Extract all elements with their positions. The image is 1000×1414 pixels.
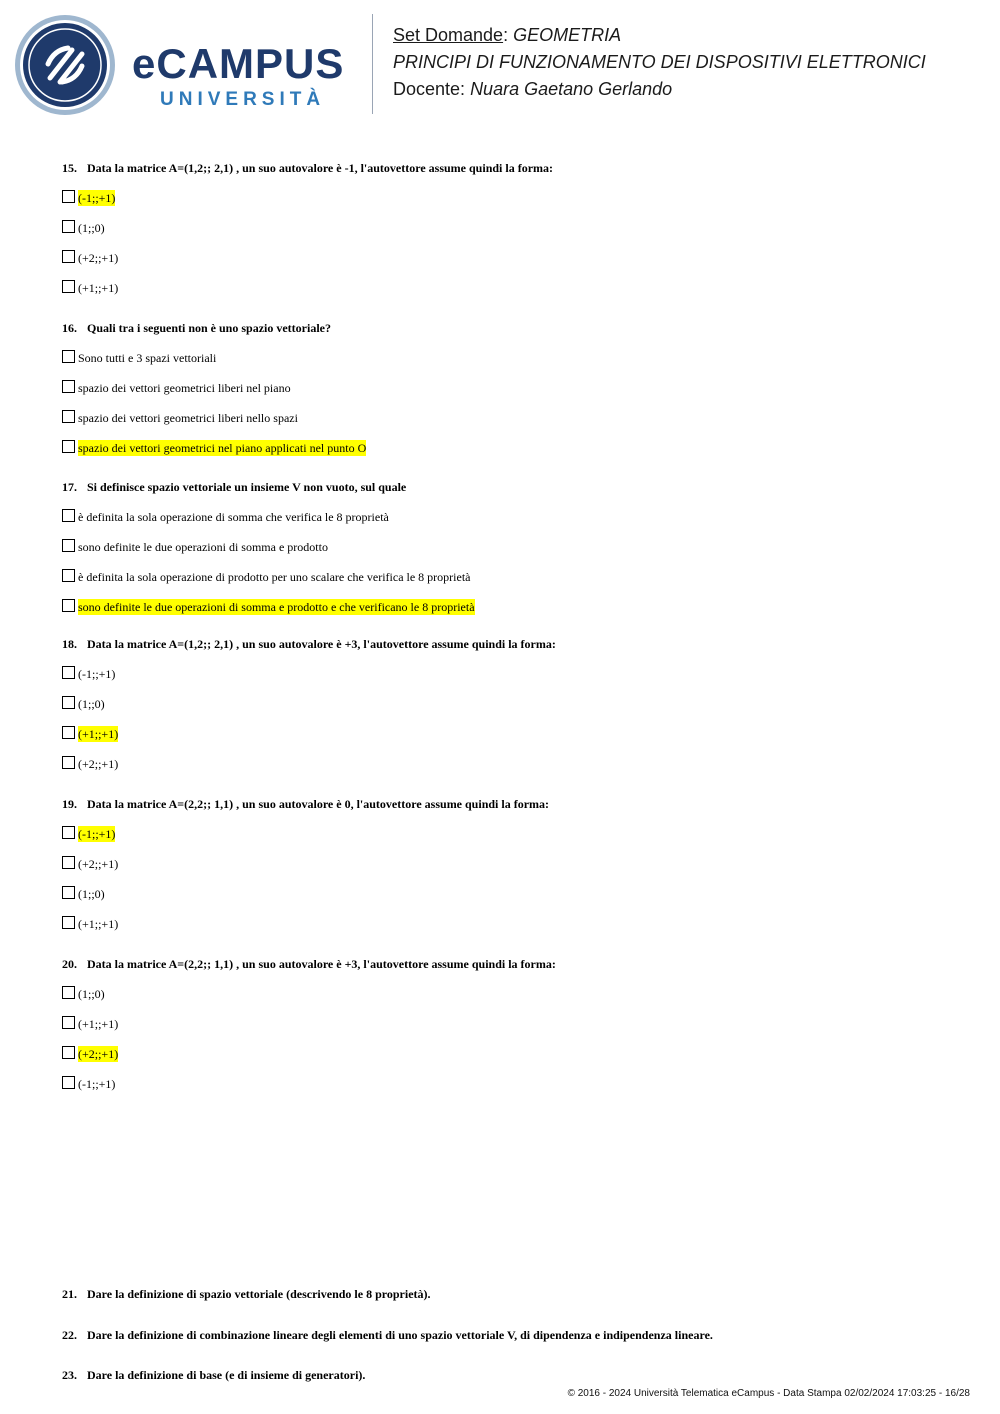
- checkbox[interactable]: [62, 350, 75, 363]
- question-heading: [62, 797, 549, 812]
- answer-text: Sono tutti e 3 spazi vettoriali: [78, 351, 217, 365]
- checkbox[interactable]: [62, 1016, 75, 1029]
- question-text: Quali tra i seguenti non è uno spazio vettoriale?: [87, 321, 331, 335]
- answer-text-highlighted: (+2;;+1): [78, 1047, 119, 1061]
- answer-text-highlighted: (-1;;+1): [78, 827, 116, 841]
- question-number: 15.: [62, 161, 77, 175]
- answer-option[interactable]: [62, 190, 115, 207]
- answer-text: (+2;;+1): [78, 857, 119, 871]
- checkbox[interactable]: [62, 1076, 75, 1089]
- checkbox[interactable]: [62, 509, 75, 522]
- question-number: 19.: [62, 797, 77, 811]
- question-number: 22.: [62, 1328, 77, 1342]
- question-heading: [62, 321, 331, 336]
- answer-option[interactable]: [62, 509, 389, 526]
- checkbox[interactable]: [62, 726, 75, 739]
- question-number: 16.: [62, 321, 77, 335]
- question-text: Dare la definizione di base (e di insieme di generatori).: [87, 1368, 366, 1382]
- answer-text: (1;;0): [78, 987, 105, 1001]
- answer-option[interactable]: [62, 220, 105, 237]
- checkbox[interactable]: [62, 1046, 75, 1059]
- course-title: PRINCIPI DI FUNZIONAMENTO DEI DISPOSITIVI ELETTRONICI: [393, 52, 926, 72]
- checkbox[interactable]: [62, 666, 75, 679]
- checkbox[interactable]: [62, 986, 75, 999]
- answer-option[interactable]: [62, 826, 115, 843]
- answer-text: (-1;;+1): [78, 1077, 116, 1091]
- checkbox[interactable]: [62, 826, 75, 839]
- checkbox[interactable]: [62, 539, 75, 552]
- checkbox[interactable]: [62, 599, 75, 612]
- answer-text: (1;;0): [78, 697, 105, 711]
- answer-text: è definita la sola operazione di prodotto per uno scalare che verifica le 8 proprietà: [78, 570, 471, 584]
- question-number: 18.: [62, 637, 77, 651]
- answer-option[interactable]: [62, 916, 118, 933]
- checkbox[interactable]: [62, 916, 75, 929]
- checkbox[interactable]: [62, 380, 75, 393]
- question-text: Data la matrice A=(2,2;; 1,1) , un suo autovalore è 0, l'autovettore assume quindi la forma:: [87, 797, 550, 811]
- answer-option[interactable]: [62, 350, 216, 367]
- answer-text: (1;;0): [78, 221, 105, 235]
- checkbox[interactable]: [62, 569, 75, 582]
- answer-option[interactable]: [62, 539, 328, 556]
- question-number: 17.: [62, 480, 77, 494]
- brand-logo: [132, 40, 357, 115]
- checkbox[interactable]: [62, 250, 75, 263]
- answer-option[interactable]: [62, 380, 291, 397]
- checkbox[interactable]: [62, 190, 75, 203]
- answer-text: spazio dei vettori geometrici liberi nel piano: [78, 381, 291, 395]
- set-value: GEOMETRIA: [513, 25, 622, 45]
- open-question: [62, 1368, 365, 1383]
- question-text: Dare la definizione di spazio vettoriale (descrivendo le 8 proprietà).: [87, 1287, 431, 1301]
- ecampus-seal-logo: [14, 14, 116, 116]
- answer-option[interactable]: [62, 280, 118, 297]
- set-label: Set Domande: [393, 25, 504, 45]
- header-info: [393, 22, 926, 103]
- checkbox[interactable]: [62, 280, 75, 293]
- answer-option[interactable]: [62, 856, 118, 873]
- answer-text: (+1;;+1): [78, 1017, 119, 1031]
- answer-option[interactable]: [62, 986, 105, 1003]
- docente-line: [393, 76, 926, 103]
- header-divider: [372, 14, 373, 114]
- answer-option[interactable]: [62, 1046, 118, 1063]
- answer-option[interactable]: [62, 886, 105, 903]
- answer-option[interactable]: [62, 1076, 115, 1093]
- checkbox[interactable]: [62, 220, 75, 233]
- question-heading: [62, 957, 556, 972]
- checkbox[interactable]: [62, 696, 75, 709]
- answer-option[interactable]: [62, 726, 118, 743]
- question-heading: [62, 637, 556, 652]
- question-text: Si definisce spazio vettoriale un insieme V non vuoto, sul quale: [87, 480, 407, 494]
- answer-option[interactable]: [62, 696, 105, 713]
- brand-subtitle: UNIVERSITÀ: [160, 89, 326, 110]
- question-text: Data la matrice A=(1,2;; 2,1) , un suo autovalore è +3, l'autovettore assume quindi la forma:: [87, 637, 556, 651]
- answer-text: spazio dei vettori geometrici liberi nello spazi: [78, 411, 298, 425]
- question-number: 21.: [62, 1287, 77, 1301]
- answer-option[interactable]: [62, 250, 118, 267]
- answer-text: (1;;0): [78, 887, 105, 901]
- checkbox[interactable]: [62, 856, 75, 869]
- answer-option[interactable]: [62, 599, 475, 616]
- question-number: 20.: [62, 957, 77, 971]
- answer-option[interactable]: [62, 569, 471, 586]
- question-text: Data la matrice A=(1,2;; 2,1) , un suo autovalore è -1, l'autovettore assume quindi la forma:: [87, 161, 554, 175]
- answer-text: (+1;;+1): [78, 917, 119, 931]
- checkbox[interactable]: [62, 410, 75, 423]
- docente-name: Nuara Gaetano Gerlando: [470, 79, 673, 99]
- answer-text: sono definite le due operazioni di somma e prodotto: [78, 540, 328, 554]
- checkbox[interactable]: [62, 440, 75, 453]
- question-text: Data la matrice A=(2,2;; 1,1) , un suo autovalore è +3, l'autovettore assume quindi la forma:: [87, 957, 556, 971]
- answer-text: (-1;;+1): [78, 667, 116, 681]
- question-text: Dare la definizione di combinazione lineare degli elementi di uno spazio vettoriale V, di dipendenza e indipendenza lineare.: [87, 1328, 713, 1342]
- answer-text: (+1;;+1): [78, 281, 119, 295]
- answer-option[interactable]: [62, 666, 115, 683]
- page-footer: © 2016 - 2024 Università Telematica eCampus - Data Stampa 02/02/2024 17:03:25 - 16/28: [567, 1388, 970, 1399]
- answer-option[interactable]: [62, 440, 366, 457]
- question-heading: [62, 480, 406, 495]
- brand-name: eCAMPUS: [132, 40, 345, 87]
- answer-option[interactable]: [62, 756, 118, 773]
- answer-text: (+2;;+1): [78, 251, 119, 265]
- docente-label: Docente:: [393, 79, 466, 99]
- answer-text-highlighted: (+1;;+1): [78, 727, 119, 741]
- question-heading: [62, 161, 553, 176]
- open-question: [62, 1328, 713, 1343]
- answer-text-highlighted: (-1;;+1): [78, 191, 116, 205]
- question-number: 23.: [62, 1368, 77, 1382]
- answer-option[interactable]: [62, 1016, 118, 1033]
- answer-text-highlighted: spazio dei vettori geometrici nel piano applicati nel punto O: [78, 441, 367, 455]
- answer-text: è definita la sola operazione di somma che verifica le 8 proprietà: [78, 510, 389, 524]
- answer-option[interactable]: [62, 410, 298, 427]
- set-line: Set Domande: GEOMETRIA: [393, 25, 622, 45]
- checkbox[interactable]: [62, 756, 75, 769]
- open-question: [62, 1287, 431, 1302]
- answer-text-highlighted: sono definite le due operazioni di somma e prodotto e che verificano le 8 proprietà: [78, 600, 475, 614]
- page-header: [0, 0, 1000, 130]
- answer-text: (+2;;+1): [78, 757, 119, 771]
- checkbox[interactable]: [62, 886, 75, 899]
